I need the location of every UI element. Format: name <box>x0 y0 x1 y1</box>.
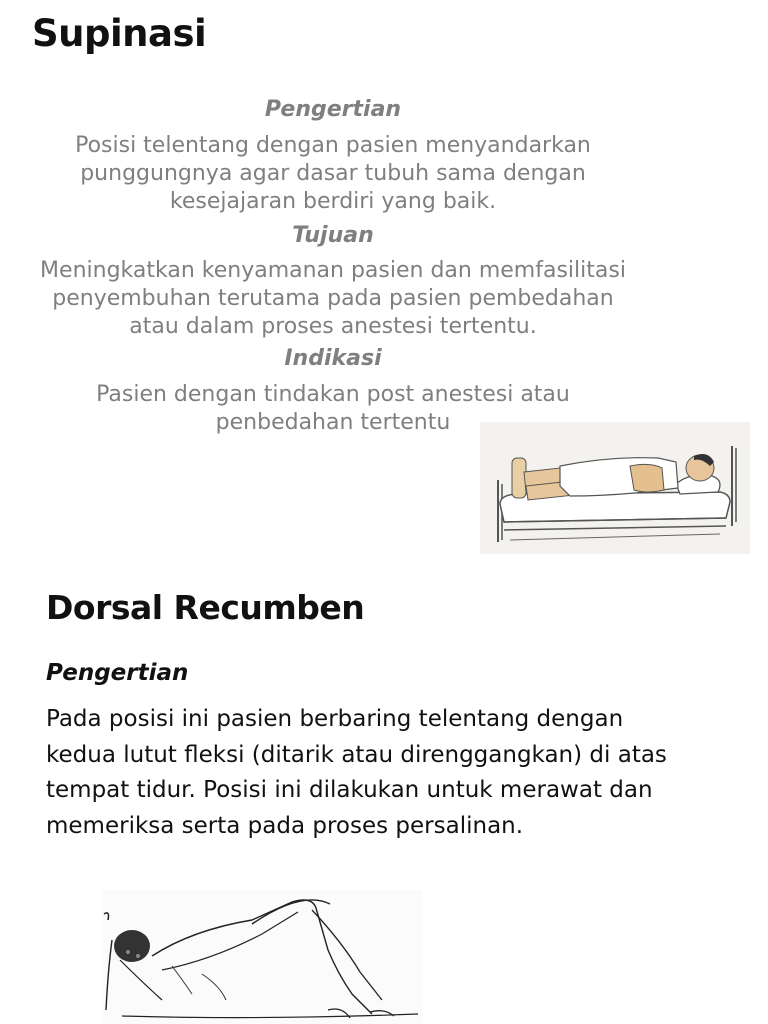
pengertian-section <box>0 96 666 124</box>
dorsal-recumbent-illustration <box>102 890 422 1024</box>
slide2-pengertian-heading: Pengertian <box>46 660 189 686</box>
slide2-body-text <box>46 702 736 844</box>
dorsal-recumbent-patient-illustration-icon <box>102 890 422 1024</box>
indikasi-heading: Indikasi <box>284 346 382 371</box>
pengertian-line: Posisi telentang dengan pasien menyandarkan <box>75 133 591 158</box>
tujuan-line: Meningkatkan kenyamanan pasien dan memfasilitasi <box>40 258 626 283</box>
indikasi-line: Pasien dengan tindakan post anestesi atau <box>96 382 570 407</box>
body-line: kedua lutut fleksi (ditarik atau direnggangkan) di atas <box>46 741 667 768</box>
supine-illustration <box>480 422 750 554</box>
slide2-title: Dorsal Recumben <box>46 588 365 627</box>
pengertian-line: punggungnya agar dasar tubuh sama dengan <box>80 161 586 186</box>
tujuan-section <box>0 222 666 250</box>
pengertian-heading: Pengertian <box>264 97 402 122</box>
supine-patient-illustration-icon <box>480 422 750 554</box>
pengertian-text <box>0 132 666 216</box>
slide1-title: Supinasi <box>32 12 207 55</box>
body-line: tempat tidur. Posisi ini dilakukan untuk merawat dan <box>46 777 653 803</box>
indikasi-section <box>0 345 666 373</box>
pengertian-line: kesejajaran berdiri yang baik. <box>169 189 497 214</box>
indikasi-line: penbedahan tertentu <box>215 410 451 435</box>
tujuan-line: atau dalam proses anestesi tertentu. <box>129 314 537 339</box>
tujuan-text <box>0 257 666 341</box>
tujuan-line: penyembuhan terutama pada pasien pembedahan <box>52 286 614 311</box>
body-line: Pada posisi ini pasien berbaring telentang dengan <box>46 706 624 732</box>
tujuan-heading: Tujuan <box>292 223 374 248</box>
body-line: memeriksa serta pada proses persalinan. <box>46 812 524 839</box>
